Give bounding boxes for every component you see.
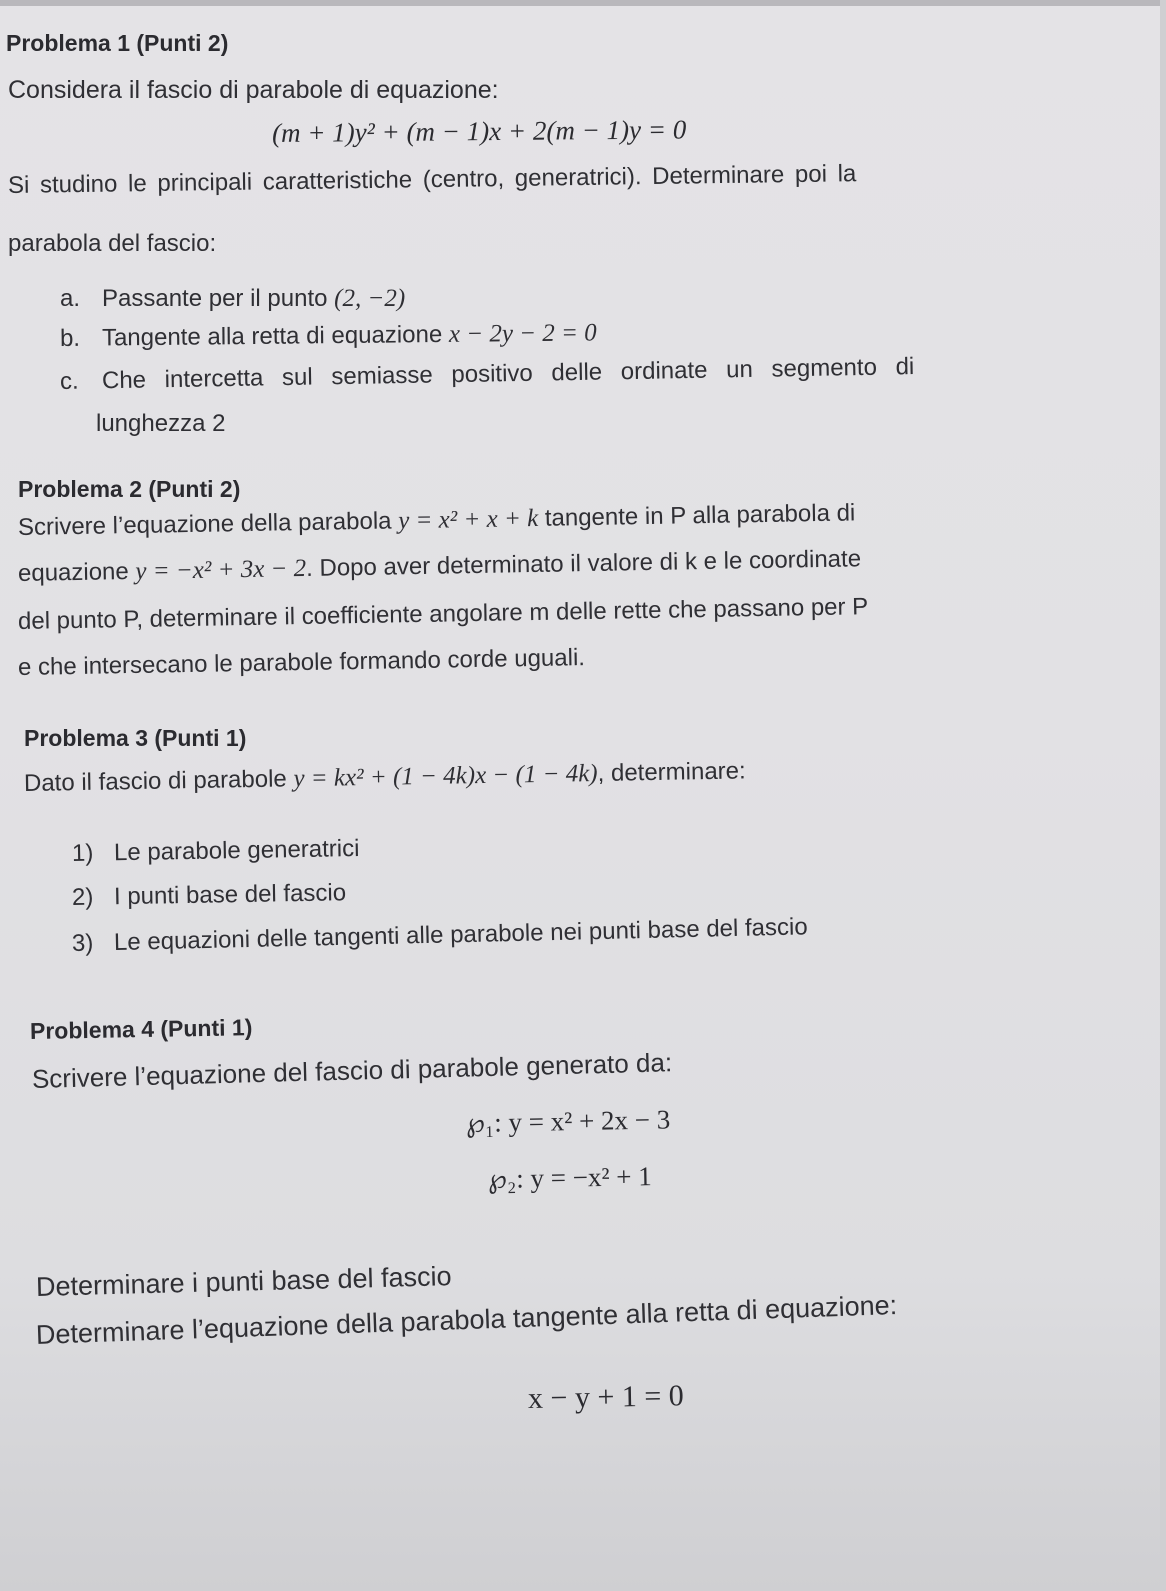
item-3-label: 3) — [71, 929, 94, 957]
item-c-label: c. — [59, 367, 79, 395]
problem3-item-3 — [72, 913, 808, 958]
problem1-item-c-line2: lunghezza 2 — [96, 410, 226, 437]
problem1-item-b — [60, 319, 597, 353]
problem3-line1-a: Dato il fascio di parabole — [23, 765, 288, 797]
problem1-desc-line2: parabola del fascio: — [8, 230, 217, 257]
item-a-label: a. — [60, 285, 81, 312]
item-b-label: b. — [59, 324, 81, 352]
problem2-heading: Problema 2 (Punti 2) — [18, 476, 241, 502]
problem3-line1-b: , determinare: — [597, 757, 746, 787]
problem2-line3: del punto P, determinare il coefficiente angolare m delle rette che passano per P — [17, 593, 869, 635]
problem3-heading: Problema 3 (Punti 1) — [24, 725, 247, 751]
problem2-line1-math: y = x² + x + k — [397, 504, 539, 535]
problem4-eq3: x − y + 1 = 0 — [527, 1379, 685, 1415]
item-3-text: Le equazioni delle tangenti alle parabole nei punti base del fascio — [113, 913, 808, 957]
paper-right-edge — [1160, 0, 1166, 1591]
problem1-desc-line1 — [8, 158, 1020, 200]
problem1-intro: Considera il fascio di parabole di equazione: — [8, 76, 499, 104]
problem3-item-1 — [72, 835, 360, 868]
problem3-line1 — [24, 757, 746, 798]
problem2-line1 — [18, 499, 856, 542]
problem2-line1-b: tangente in P alla parabola di — [544, 499, 856, 532]
item-c-text-line1: Che intercetta sul semiasse positivo delle ordinate un segmento di — [101, 353, 915, 395]
problem2-line2-math: y = −x² + 3x − 2 — [135, 554, 307, 585]
item-a-math: (2, −2) — [334, 285, 406, 312]
problem2-line2 — [18, 545, 862, 588]
problem4-heading: Problema 4 (Punti 1) — [29, 1014, 253, 1044]
problem1-desc-line1-text: Si studino le principali caratteristiche (centro, generatrici). Determinare poi la — [7, 160, 857, 199]
problem3-item-2 — [72, 879, 347, 912]
problem4-eq1: ℘₁: y = x² + 2x − 3 — [465, 1104, 671, 1138]
item-1-label: 1) — [71, 839, 94, 867]
paper-top-shadow — [0, 0, 1166, 6]
item-b-math: x − 2y − 2 = 0 — [448, 319, 597, 348]
item-2-label: 2) — [71, 883, 94, 911]
problem1-item-c — [60, 351, 1040, 396]
problem2-line1-a: Scrivere l’equazione della parabola — [17, 507, 392, 541]
item-1-text: Le parabole generatrici — [113, 834, 360, 867]
problem4-eq2: ℘₂: y = −x² + 1 — [487, 1161, 653, 1194]
problem1-equation: (m + 1)y² + (m − 1)x + 2(m − 1)y = 0 — [271, 114, 687, 148]
problem2-line2-b: . Dopo aver determinato il valore di k e le coordinate — [305, 545, 862, 582]
item-2-text: I punti base del fascio — [113, 879, 347, 911]
problem3-line1-math: y = kx² + (1 − 4k)x − (1 − 4k) — [293, 759, 598, 793]
problem2-line2-a: equazione — [17, 558, 129, 587]
problem4-task2: Determinare l’equazione della parabola tangente alla retta di equazione: — [35, 1289, 898, 1350]
problem1-heading: Problema 1 (Punti 2) — [6, 30, 229, 56]
item-b-text: Tangente alla retta di equazione — [101, 320, 443, 352]
problem1-item-a — [60, 285, 405, 313]
problem4-intro: Scrivere l’equazione del fascio di parabole generato da: — [31, 1047, 673, 1094]
problem4-task1: Determinare i punti base del fascio — [35, 1261, 452, 1302]
item-a-text: Passante per il punto — [102, 285, 328, 312]
problem2-line4: e che intersecano le parabole formando corde uguali. — [17, 644, 586, 681]
